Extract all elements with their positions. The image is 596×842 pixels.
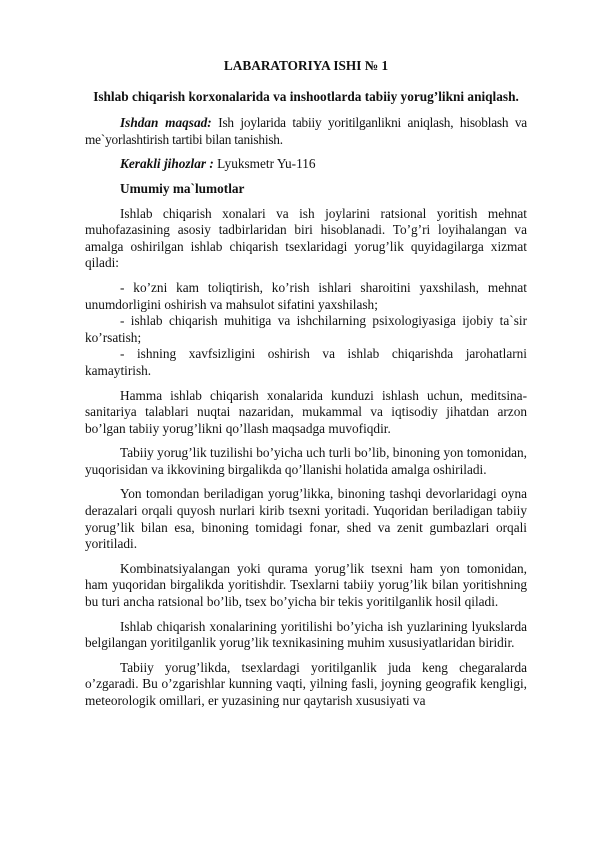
document-subtitle: Ishlab chiqarish korxonalarida va inshootlarda tabiiy yorug’likni aniqlash. [93, 88, 519, 104]
general-heading: Umumiy ma`lumotlar [120, 180, 245, 196]
aim-paragraph [85, 115, 527, 148]
equipment-label: Kerakli jihozlar : [120, 156, 214, 172]
aim-text: Ish joylarida tabiiy yoritilganlikni aniqlash, hisoblash va me`yorlashtirish tartibi bilan tanishish. [85, 115, 527, 147]
body-paragraph: Kombinatsiyalangan yoki qurama yorug’lik tsexni ham yon tomonidan, ham yuqoridan birgalikda yoritishdir. Tsexlarni tabiiy yorug’lik bilan yoritishning bu turi ancha ratsional bo’lib, tsex bo’yicha bir tekis yoritilganlik hosil qiladi. [85, 560, 527, 610]
body-paragraph: Tabiiy yorug’likda, tsexlardagi yoritilganlik juda keng chegaralarda o’zgaradi. Bu o’zgarishlar kunning vaqti, yilning fasli, joyning geografik kengligi, meteorologik omillari, er yuzasining nur qaytarish xususiyati va [85, 659, 527, 708]
list-item: - ishlab chiqarish muhitiga va ishchilarning psixologiyasiga ijobiy ta`sir ko’rsatish; [85, 313, 527, 345]
equipment-text: Lyuksmetr Yu-116 [213, 156, 316, 172]
body-paragraph: Yon tomondan beriladigan yorug’likka, binoning tashqi devorlaridagi oyna derazalari orqali quyosh nurlari kirib tsexni yoritadi. Yuqoridan beriladigan tabiiy yorug’lik bilan esa, binoning tomidagi fonar, shed va zenit gumbazlari orqali yoritiladi. [85, 486, 527, 552]
body-paragraph: Ishlab chiqarish xonalari va ish joylarini ratsional yoritish mehnat muhofazasining asosiy tadbirlaridan biri hisoblanadi. To’g’ri loyihalangan va amalga oshirilgan ishlab chiqarish tsexlaridagi yorug’lik quyidagilarga xizmat qiladi: [85, 205, 527, 271]
body-paragraph: Hamma ishlab chiqarish xonalarida kunduzi ishlash uchun, meditsina-sanitariya talablari nuqtai nazaridan, mukammal va iqtisodiy jihatdan arzon bo’lgan tabiiy yorug’likni qo’llash maqsadga muvofiqdir. [85, 387, 527, 436]
list-item: - ko’zni kam toliqtirish, ko’rish ishlari sharoitini yaxshilash, mehnat unumdorligini oshirish va mahsulot sifatini yaxshilash; [85, 279, 527, 312]
document-body [85, 58, 527, 718]
list-item: - ishning xavfsizligini oshirish va ishlab chiqarishda jarohatlarni kamaytirish. [85, 346, 527, 378]
document-title: LABARATORIYA ISHI № 1 [223, 58, 389, 73]
equipment-paragraph [85, 156, 527, 173]
body-paragraph: Tabiiy yorug’lik tuzilishi bo’yicha uch turli bo’lib, binoning yon tomonidan, yuqorisidan va ikkovining birgalikda qo’llanishi holatida amalga oshiriladi. [85, 445, 527, 477]
body-paragraph: Ishlab chiqarish xonalarining yoritilishi bo’yicha ish yuzlarining lyukslarda belgilangan yoritilganlik yorug’lik texnikasining muhim xususiyatlaridan biridir. [85, 618, 527, 651]
aim-label: Ishdan maqsad: [120, 115, 212, 131]
